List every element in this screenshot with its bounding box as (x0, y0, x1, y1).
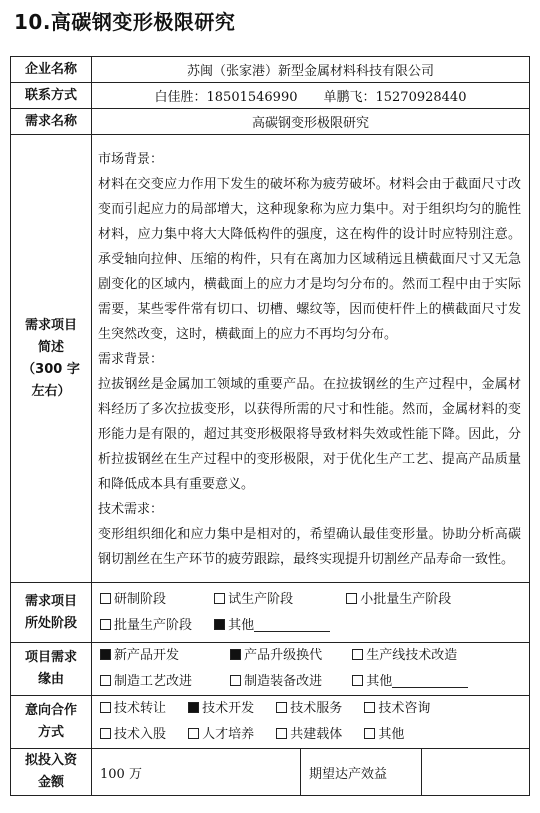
option-label: 其他 (378, 727, 405, 742)
market-background-heading: 市场背景： (98, 152, 164, 167)
stage-option[interactable] (214, 587, 342, 613)
checkbox-icon[interactable] (230, 675, 241, 686)
cooperation-row (11, 696, 530, 749)
description-label-line: 简述 (37, 339, 64, 355)
company-label: 企业名称 (11, 57, 92, 83)
checkbox-checked-icon[interactable] (214, 619, 225, 630)
market-background-text: 材料在交变应力作用下发生的破坏称为疲劳破坏。材料会由于截面尺寸改变而引起应力的局部增大，这种现象称为应力集中。对于组织均匀的脆性材料，应力集中将大大降低构件的强度，这在构件的设计时应特别注意。承受轴向拉伸、压缩的构件，只有在离加力区域稍远且横截面尺寸又无急剧变化的区域内，横截面上的应力才是均匀分布的。然而工程中由于实际需要，某些零件常有切口、切槽、螺纹等，因而使杆件上的横截面尺寸发生突然改变，这时，横截面上的应力不再均匀分布。 (98, 177, 521, 342)
cause-option[interactable] (352, 669, 468, 695)
demand-form-table (10, 56, 530, 796)
stage-label (11, 583, 92, 643)
option-label: 研制阶段 (114, 591, 167, 607)
cause-option[interactable] (352, 643, 457, 669)
investment-label-line: 拟投入资 (24, 753, 77, 768)
expected-benefit-label: 期望达产效益 (301, 749, 422, 795)
checkbox-icon[interactable] (100, 728, 111, 739)
checkbox-icon[interactable] (352, 649, 363, 660)
description-label-line: 左右） (31, 383, 71, 399)
cause-label-line: 项目需求 (24, 650, 77, 665)
option-label: 技术入股 (114, 727, 167, 742)
checkbox-icon[interactable] (188, 728, 199, 739)
contact-label: 联系方式 (11, 83, 92, 109)
demand-name-label: 需求名称 (11, 109, 92, 135)
company-value: 苏闽（张家港）新型金属材料科技有限公司 (92, 57, 530, 83)
checkbox-icon[interactable] (100, 593, 111, 604)
demand-name-value: 高碳钢变形极限研究 (92, 109, 530, 135)
contact-value: 白佳胜：18501546990 单鹏飞：15270928440 (92, 83, 530, 109)
checkbox-icon[interactable] (346, 593, 357, 604)
tech-demand-text: 变形组织细化和应力集中是相对的，希望确认最佳变形量。协助分析高碳钢切割丝在生产环节的疲劳跟踪，最终实现提升切割丝产品寿命一致性。 (98, 527, 521, 567)
cause-option[interactable] (100, 669, 226, 695)
cooperation-label (11, 696, 92, 749)
checkbox-icon[interactable] (364, 702, 375, 713)
stage-option[interactable] (100, 613, 210, 639)
stage-label-line: 所处阶段 (24, 615, 77, 631)
checkbox-icon[interactable] (100, 619, 111, 630)
cooperation-label-line: 方式 (37, 725, 64, 740)
checkbox-icon[interactable] (214, 593, 225, 604)
description-row (11, 135, 530, 583)
other-blank-line[interactable] (254, 617, 330, 632)
stage-option[interactable] (214, 613, 330, 639)
cause-label (11, 643, 92, 696)
checkbox-icon[interactable] (352, 675, 363, 686)
checkbox-icon[interactable] (100, 702, 111, 713)
option-label: 其他 (228, 617, 255, 633)
checkbox-icon[interactable] (276, 702, 287, 713)
stage-row (11, 583, 530, 643)
description-label (11, 135, 92, 583)
option-label: 制造装备改进 (244, 674, 323, 689)
expected-benefit-value[interactable] (422, 749, 529, 795)
option-label: 试生产阶段 (228, 591, 294, 607)
investment-label-line: 金额 (37, 775, 64, 790)
checkbox-checked-icon[interactable] (188, 702, 199, 713)
cooperation-option[interactable] (100, 696, 184, 722)
demand-background-text: 拉拔钢丝是金属加工领域的重要产品。在拉拔钢丝的生产过程中，金属材料经历了多次拉拔变形，以获得所需的尺寸和性能。然而，金属材料的变形能力是有限的，超过其变形极限将导致材料失效或性能下降。因此，分析拉拔钢丝在生产过程中的变形极限，对于优化生产工艺、提高产品质量和降低成本具有重要意义。 (98, 377, 521, 492)
option-label: 其他 (366, 674, 393, 689)
option-label: 技术开发 (202, 701, 255, 716)
description-body (92, 135, 530, 583)
demand-background-heading: 需求背景： (98, 352, 164, 367)
checkbox-icon[interactable] (100, 675, 111, 686)
cause-option[interactable] (230, 669, 348, 695)
document-title: 10.高碳钢变形极限研究 (14, 10, 236, 34)
cause-label-line: 缘由 (37, 672, 64, 687)
cause-options (92, 643, 530, 696)
checkbox-icon[interactable] (364, 728, 375, 739)
cooperation-option[interactable] (276, 722, 360, 748)
option-label: 技术咨询 (378, 701, 431, 716)
cooperation-option[interactable] (188, 696, 272, 722)
stage-label-line: 需求项目 (24, 593, 77, 609)
cooperation-options (92, 696, 530, 749)
cooperation-label-line: 意向合作 (24, 703, 77, 718)
option-label: 小批量生产阶段 (360, 591, 452, 607)
cooperation-option[interactable] (364, 722, 404, 748)
company-row (11, 57, 530, 83)
stage-options (92, 583, 530, 643)
option-label: 共建载体 (290, 727, 343, 742)
cooperation-option[interactable] (188, 722, 272, 748)
option-label: 批量生产阶段 (114, 617, 193, 633)
option-label: 技术服务 (290, 701, 343, 716)
checkbox-icon[interactable] (276, 728, 287, 739)
cause-row (11, 643, 530, 696)
option-label: 技术转让 (114, 701, 167, 716)
investment-label (11, 749, 92, 796)
cooperation-option[interactable] (100, 722, 184, 748)
investment-cells (92, 749, 530, 796)
cause-option[interactable] (230, 643, 348, 669)
cooperation-option[interactable] (276, 696, 360, 722)
cooperation-option[interactable] (364, 696, 430, 722)
checkbox-checked-icon[interactable] (100, 649, 111, 660)
option-label: 人才培养 (202, 727, 255, 742)
investment-row (11, 749, 530, 796)
option-label: 产品升级换代 (244, 648, 323, 663)
description-label-line: 需求项目 (24, 317, 77, 333)
option-label: 制造工艺改进 (114, 674, 193, 689)
option-label: 新产品开发 (114, 648, 180, 663)
stage-option[interactable] (100, 587, 210, 613)
tech-demand-heading: 技术需求： (98, 502, 164, 517)
other-blank-line[interactable] (392, 673, 468, 688)
description-label-line: （300 字 (22, 361, 80, 377)
cause-option[interactable] (100, 643, 226, 669)
demand-name-row (11, 109, 530, 135)
investment-amount: 100 万 (92, 749, 301, 795)
checkbox-checked-icon[interactable] (230, 649, 241, 660)
option-label: 生产线技术改造 (366, 648, 458, 663)
contact-row (11, 83, 530, 109)
stage-option[interactable] (346, 587, 451, 613)
